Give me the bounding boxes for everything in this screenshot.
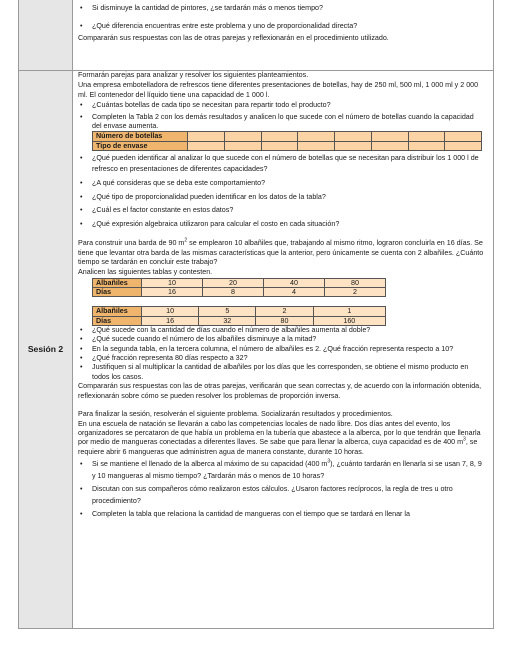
workers-table-2	[92, 306, 386, 325]
paragraph: Para finalizar la sesión, resolverán el siguiente problema. Socializarán resultados y procedimientos.	[78, 410, 393, 419]
table-cell[interactable]	[371, 132, 408, 141]
session-column	[19, 0, 73, 628]
table-cell[interactable]	[335, 141, 372, 150]
list-item: • ¿Qué tipo de proporcionalidad pueden identificar en los datos de la tabla?	[78, 192, 484, 204]
paragraph: Una empresa embotelladora de refrescos tiene diferentes presentaciones de botellas, hay de 250 ml, 500 ml, 1 000 ml y 2 000 ml. El contenedor del líquido tiene una capacidad de 1 000 l.	[78, 81, 479, 99]
table-cell[interactable]	[445, 132, 482, 141]
table-cell: 2	[256, 307, 313, 316]
table-cell[interactable]	[224, 141, 261, 150]
list-item: • En la segunda tabla, en la tercera columna, el número de albañiles es 2. ¿Qué fracción representa respecto a 10?	[78, 345, 484, 354]
session-2-content	[78, 71, 484, 519]
table-cell: 80	[256, 316, 313, 325]
paragraph: Para construir una barda de 90 $m^2$ se emplearon 10 albañiles que, trabajando al mismo ritmo, lograron concluirla en 16 días. Se tiene que levantar otra barda de las mismas características que la anterior, pero únicamente se cuenta con 2 albañiles. ¿Cuánto tiempo se tardarán en concluir este trabajo?	[78, 238, 484, 267]
bottles-table	[92, 131, 482, 150]
table-cell[interactable]	[188, 132, 225, 141]
table-cell: 20	[203, 279, 264, 288]
table-cell: 5	[199, 307, 256, 316]
list-item: • Justifiquen si al multiplicar la cantidad de albañiles por los días que les corresponden, se obtiene el mismo producto en todos los casos.	[78, 363, 484, 382]
paragraph: Compararán sus respuestas con las de otras parejas, verificarán que sean correctas y, de acuerdo con la información obtenida, reflexionarán sobre cómo se pueden resolver los problemas de proporción inversa.	[78, 382, 482, 400]
table-cell[interactable]	[298, 141, 335, 150]
lesson-table	[18, 0, 494, 629]
workers-table-1	[92, 278, 386, 297]
table-label: Tipo de envase	[93, 141, 188, 150]
table-label: Albañiles	[93, 279, 142, 288]
table-cell: 80	[325, 279, 386, 288]
table-cell: 32	[199, 316, 256, 325]
top-row-content	[78, 3, 484, 44]
list-item: • ¿Qué sucede con la cantidad de días cuando el número de albañiles aumenta al doble?	[78, 326, 484, 335]
table-label: Días	[93, 316, 142, 325]
list-item: • Si disminuye la cantidad de pintores, ¿se tardarán más o menos tiempo?	[78, 3, 484, 15]
table-cell[interactable]	[335, 132, 372, 141]
paragraph: Compararán sus respuestas con las de otras parejas y reflexionarán en el procedimiento utilizado.	[78, 34, 389, 43]
table-cell[interactable]	[261, 141, 298, 150]
list-item: • ¿Cuántas botellas de cada tipo se necesitan para repartir todo el producto?	[78, 101, 484, 110]
table-cell[interactable]	[261, 132, 298, 141]
list-item: • Discutan con sus compañeros cómo realizaron estos cálculos. ¿Usaron factores recíprocos, la regla de tres u otro procedimiento?	[78, 484, 484, 507]
list-item: • ¿Qué fracción representa 80 días respecto a 32?	[78, 354, 484, 363]
list-item: • ¿Qué diferencia encuentras entre este problema y uno de proporcionalidad directa?	[78, 21, 484, 33]
table-cell: 160	[313, 316, 385, 325]
table-cell[interactable]	[224, 132, 261, 141]
table-cell: 16	[142, 316, 199, 325]
table-cell[interactable]	[188, 141, 225, 150]
list-item: • ¿Qué sucede cuando el número de los albañiles disminuye a la mitad?	[78, 335, 484, 344]
table-cell: 1	[313, 307, 385, 316]
paragraph: Analicen las siguientes tablas y contesten.	[78, 267, 213, 276]
list-item: • Completen la Tabla 2 con los demás resultados y analicen lo que sucede con el número de botellas cuando la capacidad del envase aumenta.	[78, 113, 484, 132]
table-cell[interactable]	[298, 132, 335, 141]
table-cell: 10	[142, 279, 203, 288]
table-cell: 16	[142, 288, 203, 297]
session-label: Sesión 2	[27, 344, 64, 354]
table-cell[interactable]	[408, 141, 445, 150]
table-cell: 10	[142, 307, 199, 316]
table-label: Número de botellas	[93, 132, 188, 141]
table-cell: 4	[264, 288, 325, 297]
list-item: • ¿Qué pueden identificar al analizar lo que sucede con el número de botellas que se necesitan para distribuir los 1 000 l de refresco en presentaciones de diferentes capacidades?	[78, 153, 484, 176]
table-cell[interactable]	[408, 132, 445, 141]
list-item: • ¿A qué consideras que se deba este comportamiento?	[78, 178, 484, 190]
table-cell: 40	[264, 279, 325, 288]
list-item: • ¿Cuál es el factor constante en estos datos?	[78, 205, 484, 217]
list-item: • Si se mantiene el llenado de la alberca al máximo de su capacidad (400 $m^3$), ¿cuánto tardarán en llenarla si se usan 7, 8, 9 y 10 mangueras al mismo tiempo? ¿Tardarán más o menos de 10 horas?	[78, 459, 484, 482]
table-cell: 8	[203, 288, 264, 297]
list-item: • Completen la tabla que relaciona la cantidad de mangueras con el tiempo que se tardará en llenar la	[78, 510, 484, 519]
paragraph: Formarán parejas para analizar y resolver los siguientes planteamientos.	[78, 71, 309, 79]
paragraph: En una escuela de natación se llevarán a cabo las competencias locales de nado libre. Dos días antes del evento, los organizadores se percataron de que había un problema en la tubería que abastece a la alberca, por lo que tendrán que llenarla por medio de mangueras conectadas a diferentes llaves. Se sabe que para llenar la alberca, cuya capacidad es de 400 $m^3$, se requiere abrir 6 mangueras que administren agua de manera constante, durante 10 horas.	[78, 419, 481, 456]
table-label: Días	[93, 288, 142, 297]
table-cell[interactable]	[371, 141, 408, 150]
list-item: • ¿Qué expresión algebraica utilizaron para calcular el costo en cada situación?	[78, 219, 484, 231]
table-cell[interactable]	[445, 141, 482, 150]
table-cell: 2	[325, 288, 386, 297]
table-label: Albañiles	[93, 307, 142, 316]
